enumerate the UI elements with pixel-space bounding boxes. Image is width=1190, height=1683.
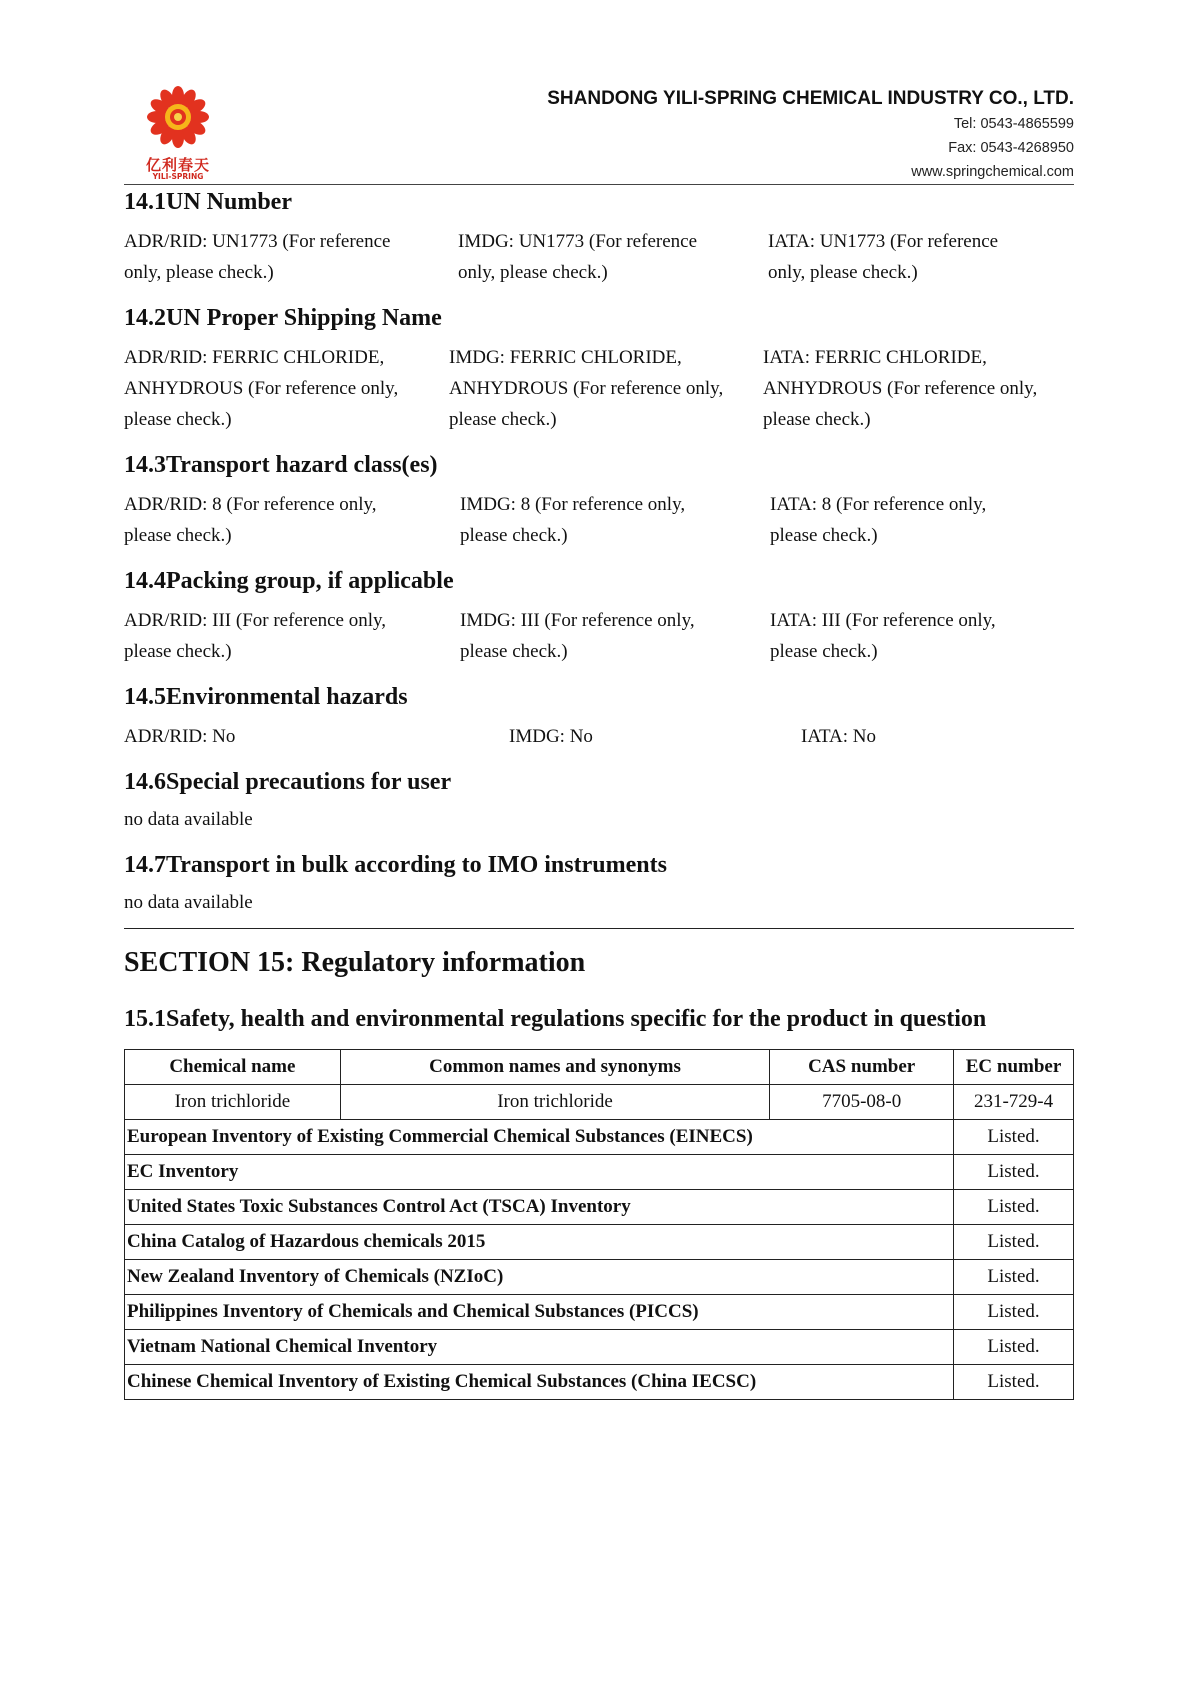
company-logo [138, 84, 218, 184]
section-14-7-heading: 14.7Transport in bulk according to IMO instruments [124, 852, 667, 878]
company-website: www.springchemical.com [911, 164, 1074, 180]
adr-line: please check.) [124, 409, 232, 430]
inventory-row [125, 1365, 1074, 1400]
iata-line: IATA: 8 (For reference only, [770, 494, 987, 515]
section-14-2-heading: 14.2UN Proper Shipping Name [124, 305, 442, 331]
iata-line: IATA: III (For reference only, [770, 610, 996, 631]
sunflower-logo-icon [138, 84, 218, 154]
synonyms-cell: Iron trichloride [340, 1085, 769, 1120]
section-14-1-heading: 14.1UN Number [124, 189, 292, 215]
adr-line: please check.) [124, 525, 232, 546]
imdg-line: please check.) [460, 641, 568, 662]
imdg-line: only, please check.) [458, 262, 608, 283]
inventory-row [125, 1260, 1074, 1295]
imdg-line: please check.) [449, 409, 557, 430]
header-divider [124, 184, 1074, 185]
inventory-row [125, 1155, 1074, 1190]
inventory-name: Chinese Chemical Inventory of Existing Chemical Substances (China IECSC) [125, 1365, 954, 1400]
column-header: Chemical name [125, 1050, 341, 1085]
inventory-status: Listed. [954, 1260, 1074, 1295]
adr-line: ANHYDROUS (For reference only, [124, 378, 399, 399]
adr-line: ADR/RID: FERRIC CHLORIDE, [124, 347, 385, 368]
regulatory-table [124, 1049, 1074, 1400]
inventory-name: China Catalog of Hazardous chemicals 2015 [125, 1225, 954, 1260]
inventory-name: United States Toxic Substances Control Act (TSCA) Inventory [125, 1190, 954, 1225]
imdg-line: IMDG: UN1773 (For reference [458, 231, 698, 252]
adr-line: ADR/RID: 8 (For reference only, [124, 494, 377, 515]
inventory-status: Listed. [954, 1330, 1074, 1365]
ec-number-cell: 231-729-4 [954, 1085, 1074, 1120]
section-14-6-text: no data available [124, 809, 253, 830]
iata-line: IATA: UN1773 (For reference [768, 231, 999, 252]
imdg-line: ANHYDROUS (For reference only, [449, 378, 724, 399]
column-header: EC number [954, 1050, 1074, 1085]
section-15-heading: SECTION 15: Regulatory information [124, 947, 586, 978]
section-14-4-heading: 14.4Packing group, if applicable [124, 568, 454, 594]
inventory-status: Listed. [954, 1120, 1074, 1155]
logo-english-text: YILI-SPRING [152, 172, 204, 181]
column-header: CAS number [770, 1050, 954, 1085]
inventory-status: Listed. [954, 1225, 1074, 1260]
inventory-name: European Inventory of Existing Commercial Chemical Substances (EINECS) [125, 1120, 954, 1155]
section-14-1-values [124, 226, 1074, 288]
iata-value [763, 342, 1074, 435]
inventory-status: Listed. [954, 1155, 1074, 1190]
adr-value [124, 226, 458, 288]
imdg-value: IMDG: No [509, 726, 593, 747]
adr-line: ADR/RID: UN1773 (For reference [124, 231, 391, 252]
imdg-line: IMDG: FERRIC CHLORIDE, [449, 347, 682, 368]
section-14-7-text: no data available [124, 892, 253, 913]
inventory-row [125, 1330, 1074, 1365]
inventory-name: Vietnam National Chemical Inventory [125, 1330, 954, 1365]
adr-value [124, 489, 460, 551]
adr-value [124, 605, 460, 667]
adr-value [124, 342, 449, 435]
column-header: Common names and synonyms [340, 1050, 769, 1085]
company-fax: Fax: 0543-4268950 [948, 140, 1074, 156]
inventory-row [125, 1190, 1074, 1225]
inventory-status: Listed. [954, 1295, 1074, 1330]
adr-line: please check.) [124, 641, 232, 662]
section-14-5-heading: 14.5Environmental hazards [124, 684, 408, 710]
iata-line: ANHYDROUS (For reference only, [763, 378, 1038, 399]
company-name: SHANDONG YILI-SPRING CHEMICAL INDUSTRY CO., LTD. [547, 88, 1074, 109]
inventory-status: Listed. [954, 1365, 1074, 1400]
adr-line: only, please check.) [124, 262, 274, 283]
imdg-value [449, 342, 763, 435]
iata-line: please check.) [770, 525, 878, 546]
company-tel: Tel: 0543-4865599 [953, 116, 1074, 132]
iata-line: please check.) [770, 641, 878, 662]
iata-line: IATA: FERRIC CHLORIDE, [763, 347, 987, 368]
cas-number-cell: 7705-08-0 [770, 1085, 954, 1120]
imdg-value [458, 226, 768, 288]
iata-line: only, please check.) [768, 262, 918, 283]
iata-value [770, 489, 1074, 551]
adr-line: ADR/RID: III (For reference only, [124, 610, 387, 631]
table-header-row [125, 1050, 1074, 1085]
section-14-2-values [124, 342, 1074, 435]
section-14-5-values [124, 721, 1074, 752]
section-divider [124, 928, 1074, 929]
imdg-line: IMDG: 8 (For reference only, [460, 494, 686, 515]
section-14-3-values [124, 489, 1074, 551]
inventory-name: EC Inventory [125, 1155, 954, 1190]
table-row [125, 1085, 1074, 1120]
inventory-status: Listed. [954, 1190, 1074, 1225]
iata-line: please check.) [763, 409, 871, 430]
iata-value: IATA: No [801, 726, 876, 747]
imdg-value [460, 605, 770, 667]
section-14-6-heading: 14.6Special precautions for user [124, 769, 452, 795]
iata-value [770, 605, 1074, 667]
section-14-3-heading: 14.3Transport hazard class(es) [124, 452, 438, 478]
page-content [124, 186, 1074, 1400]
chemical-name-cell: Iron trichloride [125, 1085, 341, 1120]
section-15-1-heading: 15.1Safety, health and environmental regulations specific for the product in question [124, 1006, 987, 1032]
iata-value [768, 226, 1074, 288]
logo-chinese-text: 亿利春天 [145, 156, 210, 174]
inventory-name: New Zealand Inventory of Chemicals (NZIoC) [125, 1260, 954, 1295]
adr-value: ADR/RID: No [124, 726, 236, 747]
inventory-row [125, 1295, 1074, 1330]
imdg-value [460, 489, 770, 551]
inventory-row [125, 1225, 1074, 1260]
section-14-4-values [124, 605, 1074, 667]
imdg-line: IMDG: III (For reference only, [460, 610, 695, 631]
imdg-line: please check.) [460, 525, 568, 546]
inventory-row [125, 1120, 1074, 1155]
page-header [124, 70, 1074, 184]
inventory-name: Philippines Inventory of Chemicals and Chemical Substances (PICCS) [125, 1295, 954, 1330]
